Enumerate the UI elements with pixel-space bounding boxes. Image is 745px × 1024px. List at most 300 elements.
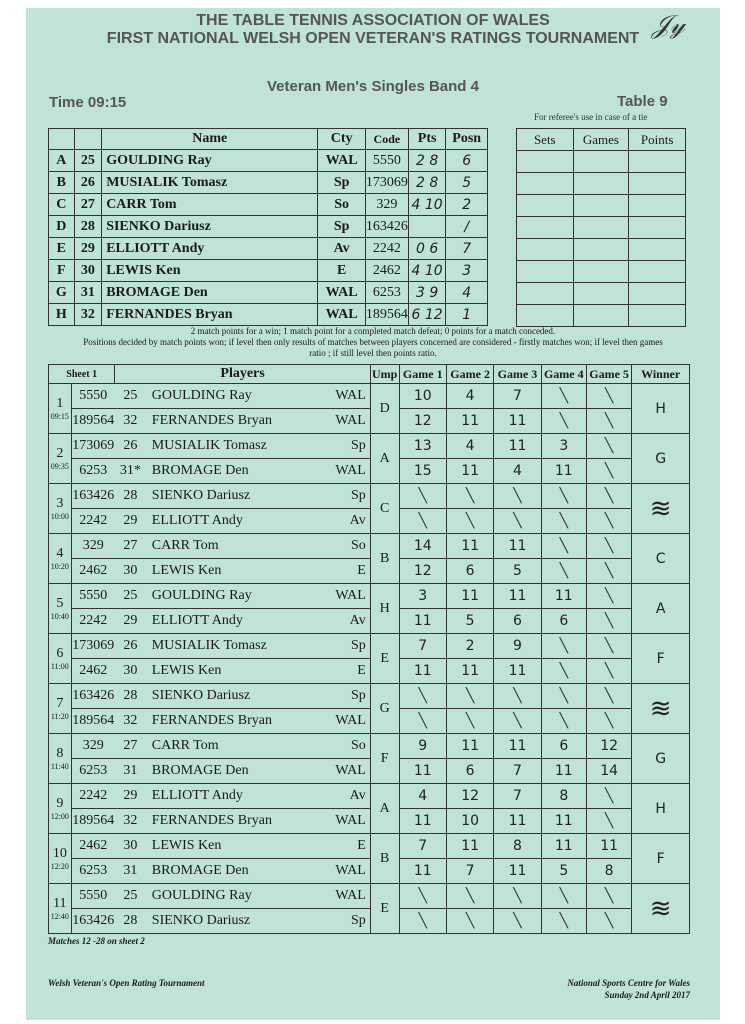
game-score: ╲ bbox=[399, 509, 446, 534]
start-time: Time 09:15 bbox=[49, 94, 127, 111]
referee-row bbox=[517, 217, 686, 239]
game-score: ╲ bbox=[446, 884, 493, 909]
match-player-country: WAL bbox=[321, 859, 370, 884]
match-player-name: FERNANDES Bryan bbox=[146, 709, 321, 734]
game-score: ╲ bbox=[541, 709, 586, 734]
game-score: ╲ bbox=[586, 484, 631, 509]
match-number-cell bbox=[49, 634, 72, 684]
referee-cell bbox=[629, 195, 686, 217]
referee-cell bbox=[573, 217, 629, 239]
player-number: 27 bbox=[74, 194, 102, 216]
referee-cell bbox=[573, 195, 629, 217]
match-player-number: 30 bbox=[115, 834, 146, 859]
match-time: 12:40 bbox=[50, 912, 69, 921]
game-score: ╲ bbox=[494, 709, 541, 734]
table-number: Table 9 bbox=[617, 93, 668, 110]
game-score: 10 bbox=[446, 809, 493, 834]
player-number: 28 bbox=[74, 216, 102, 238]
player-number: 25 bbox=[74, 150, 102, 172]
player-country: Av bbox=[318, 238, 366, 260]
game5-header: Game 5 bbox=[586, 365, 631, 384]
player-points: 4 10 bbox=[408, 194, 445, 216]
match-number-cell bbox=[49, 784, 72, 834]
game-score: 6 bbox=[541, 734, 586, 759]
game-score: 11 bbox=[541, 584, 586, 609]
player-country: WAL bbox=[318, 150, 366, 172]
game-score: ╲ bbox=[586, 709, 631, 734]
game-score: ╲ bbox=[586, 634, 631, 659]
ump-header: Ump bbox=[370, 365, 399, 384]
game-score: ╲ bbox=[586, 684, 631, 709]
match-player-row bbox=[49, 534, 690, 559]
player-points: 2 8 bbox=[408, 172, 445, 194]
player-row bbox=[49, 260, 488, 282]
match-player-name: FERNANDES Bryan bbox=[146, 809, 321, 834]
match-player-country: WAL bbox=[321, 584, 370, 609]
game-score: ╲ bbox=[541, 684, 586, 709]
game-score: ╲ bbox=[399, 884, 446, 909]
player-code: 5550 bbox=[365, 150, 408, 172]
match-player-country: Sp bbox=[321, 484, 370, 509]
sets-header: Sets bbox=[517, 129, 574, 151]
player-code: 173069 bbox=[365, 172, 408, 194]
referee-cell bbox=[517, 305, 574, 327]
match-winner: G bbox=[632, 434, 690, 484]
match-player-name: BROMAGE Den bbox=[146, 459, 321, 484]
referee-cell bbox=[629, 217, 686, 239]
signature-scribble: 𝒥𝓎 bbox=[652, 10, 686, 40]
game-score: ╲ bbox=[586, 659, 631, 684]
match-player-code: 6253 bbox=[71, 459, 115, 484]
match-player-code: 2242 bbox=[71, 609, 115, 634]
game-score: 6 bbox=[446, 559, 493, 584]
game-score: ╲ bbox=[586, 509, 631, 534]
match-player-row bbox=[49, 759, 690, 784]
game-score: ╲ bbox=[399, 484, 446, 509]
game-score: 7 bbox=[494, 384, 541, 409]
player-row bbox=[49, 238, 488, 260]
game-score: 11 bbox=[494, 409, 541, 434]
scoring-note-3: ratio ; if still level then points ratio. bbox=[309, 348, 437, 358]
referee-row bbox=[517, 151, 686, 173]
match-player-name: GOULDING Ray bbox=[146, 584, 321, 609]
match-number: 5 bbox=[56, 596, 64, 611]
referee-row bbox=[517, 173, 686, 195]
game-score: 6 bbox=[494, 609, 541, 634]
match-player-number: 31* bbox=[115, 459, 146, 484]
match-player-country: E bbox=[321, 559, 370, 584]
posn-header: Posn bbox=[446, 129, 488, 150]
player-country: E bbox=[318, 260, 366, 282]
game-score: 5 bbox=[541, 859, 586, 884]
game-score: 3 bbox=[541, 434, 586, 459]
game-score: ╲ bbox=[494, 684, 541, 709]
game-score: 12 bbox=[446, 784, 493, 809]
game-score: ╲ bbox=[541, 559, 586, 584]
referee-cell bbox=[517, 151, 574, 173]
match-winner: ≋ bbox=[632, 884, 690, 934]
match-time: 11:20 bbox=[50, 712, 69, 721]
player-letter: B bbox=[49, 172, 75, 194]
game-score: 15 bbox=[399, 459, 446, 484]
player-code: 329 bbox=[365, 194, 408, 216]
player-row bbox=[49, 172, 488, 194]
match-winner: H bbox=[632, 784, 690, 834]
match-player-name: GOULDING Ray bbox=[146, 384, 321, 409]
game-score: ╲ bbox=[586, 909, 631, 934]
player-letter: H bbox=[49, 304, 75, 326]
match-player-row bbox=[49, 784, 690, 809]
game-score: 6 bbox=[541, 609, 586, 634]
match-player-code: 2462 bbox=[71, 559, 115, 584]
game-score: ╲ bbox=[541, 384, 586, 409]
match-number-cell bbox=[49, 834, 72, 884]
game-score: 9 bbox=[494, 634, 541, 659]
match-winner: A bbox=[632, 584, 690, 634]
player-letter: D bbox=[49, 216, 75, 238]
match-player-country: Av bbox=[321, 784, 370, 809]
match-player-code: 5550 bbox=[71, 384, 115, 409]
game-score: 5 bbox=[494, 559, 541, 584]
match-player-row bbox=[49, 584, 690, 609]
match-time: 11:00 bbox=[50, 662, 69, 671]
match-player-name: CARR Tom bbox=[146, 734, 321, 759]
game-score: ╲ bbox=[494, 509, 541, 534]
games-header: Games bbox=[573, 129, 629, 151]
matches-table bbox=[48, 364, 690, 934]
association-title: THE TABLE TENNIS ASSOCIATION OF WALES bbox=[196, 12, 550, 29]
player-name: SIENKO Dariusz bbox=[102, 216, 318, 238]
referee-row bbox=[517, 195, 686, 217]
referee-cell bbox=[573, 261, 629, 283]
referee-row bbox=[517, 305, 686, 327]
referee-cell bbox=[517, 217, 574, 239]
match-time: 09:35 bbox=[50, 462, 69, 471]
player-code: 189564 bbox=[365, 304, 408, 326]
player-name: CARR Tom bbox=[102, 194, 318, 216]
match-number-cell bbox=[49, 734, 72, 784]
referee-row bbox=[517, 239, 686, 261]
match-player-country: Sp bbox=[321, 634, 370, 659]
game-score: ╲ bbox=[586, 559, 631, 584]
match-player-country: Sp bbox=[321, 684, 370, 709]
player-letter: E bbox=[49, 238, 75, 260]
player-country: WAL bbox=[318, 304, 366, 326]
match-player-row bbox=[49, 634, 690, 659]
match-player-row bbox=[49, 659, 690, 684]
match-number: 8 bbox=[56, 746, 64, 761]
player-country: WAL bbox=[318, 282, 366, 304]
player-name: ELLIOTT Andy bbox=[102, 238, 318, 260]
game-score: 8 bbox=[541, 784, 586, 809]
game-score: ╲ bbox=[586, 884, 631, 909]
match-player-number: 25 bbox=[115, 884, 146, 909]
match-player-row bbox=[49, 559, 690, 584]
match-number: 4 bbox=[56, 546, 64, 561]
referee-header-row bbox=[517, 129, 686, 151]
referee-row bbox=[517, 283, 686, 305]
game-score: 11 bbox=[399, 809, 446, 834]
game-score: ╲ bbox=[586, 809, 631, 834]
game-score: 11 bbox=[494, 434, 541, 459]
match-player-row bbox=[49, 709, 690, 734]
match-player-row bbox=[49, 409, 690, 434]
match-time: 12:00 bbox=[50, 812, 69, 821]
match-winner: ≋ bbox=[632, 484, 690, 534]
game-score: ╲ bbox=[541, 634, 586, 659]
match-player-code: 2462 bbox=[71, 659, 115, 684]
match-umpire: F bbox=[370, 734, 399, 784]
player-code: 6253 bbox=[365, 282, 408, 304]
match-umpire: E bbox=[370, 634, 399, 684]
match-player-name: CARR Tom bbox=[146, 534, 321, 559]
match-player-row bbox=[49, 809, 690, 834]
match-player-row bbox=[49, 609, 690, 634]
player-points: 6 12 bbox=[408, 304, 445, 326]
game-score: 11 bbox=[541, 834, 586, 859]
player-row bbox=[49, 282, 488, 304]
matches-header-row bbox=[49, 365, 690, 384]
player-points bbox=[408, 216, 445, 238]
game-score: 10 bbox=[399, 384, 446, 409]
player-letter: G bbox=[49, 282, 75, 304]
match-umpire: C bbox=[370, 484, 399, 534]
player-row bbox=[49, 194, 488, 216]
match-player-row bbox=[49, 834, 690, 859]
player-position: 4 bbox=[446, 282, 488, 304]
match-umpire: D bbox=[370, 384, 399, 434]
match-player-code: 173069 bbox=[71, 434, 115, 459]
game-score: ╲ bbox=[399, 909, 446, 934]
name-header: Name bbox=[102, 129, 318, 150]
score-sheet bbox=[26, 8, 720, 1020]
game-score: 11 bbox=[446, 534, 493, 559]
referee-cell bbox=[629, 151, 686, 173]
referee-cell bbox=[517, 195, 574, 217]
player-code: 2462 bbox=[365, 260, 408, 282]
player-name: MUSIALIK Tomasz bbox=[102, 172, 318, 194]
players-table bbox=[48, 128, 488, 326]
game-score: ╲ bbox=[586, 459, 631, 484]
game-score: 4 bbox=[494, 459, 541, 484]
game-score: ╲ bbox=[586, 784, 631, 809]
game-score: 12 bbox=[399, 559, 446, 584]
player-number: 26 bbox=[74, 172, 102, 194]
game-score: 7 bbox=[494, 784, 541, 809]
match-player-name: ELLIOTT Andy bbox=[146, 509, 321, 534]
match-number-cell bbox=[49, 434, 72, 484]
match-player-country: E bbox=[321, 834, 370, 859]
referee-cell bbox=[517, 261, 574, 283]
players-header-row bbox=[49, 129, 488, 150]
player-letter: F bbox=[49, 260, 75, 282]
player-points: 2 8 bbox=[408, 150, 445, 172]
player-country: Sp bbox=[318, 172, 366, 194]
game-score: 4 bbox=[446, 384, 493, 409]
match-umpire: A bbox=[370, 784, 399, 834]
tournament-title: FIRST NATIONAL WELSH OPEN VETERAN'S RATINGS TOURNAMENT bbox=[106, 30, 640, 47]
game-score: 11 bbox=[494, 584, 541, 609]
referee-cell bbox=[517, 239, 574, 261]
match-time: 10:20 bbox=[50, 562, 69, 571]
match-number: 10 bbox=[52, 846, 67, 861]
footer-date: Sunday 2nd April 2017 bbox=[604, 990, 690, 1000]
player-number: 32 bbox=[74, 304, 102, 326]
match-player-code: 189564 bbox=[71, 809, 115, 834]
player-number: 30 bbox=[74, 260, 102, 282]
game-score: 11 bbox=[494, 734, 541, 759]
player-name: BROMAGE Den bbox=[102, 282, 318, 304]
match-player-name: ELLIOTT Andy bbox=[146, 784, 321, 809]
game1-header: Game 1 bbox=[399, 365, 446, 384]
match-player-code: 6253 bbox=[71, 859, 115, 884]
game-score: ╲ bbox=[446, 684, 493, 709]
match-player-row bbox=[49, 734, 690, 759]
player-points: 0 6 bbox=[408, 238, 445, 260]
match-player-number: 32 bbox=[115, 809, 146, 834]
match-player-country: WAL bbox=[321, 809, 370, 834]
match-time: 11:40 bbox=[50, 762, 69, 771]
game-score: ╲ bbox=[399, 709, 446, 734]
match-number: 6 bbox=[56, 646, 64, 661]
player-position: 7 bbox=[446, 238, 488, 260]
match-player-code: 5550 bbox=[71, 584, 115, 609]
game-score: 11 bbox=[494, 659, 541, 684]
match-player-number: 26 bbox=[115, 634, 146, 659]
match-player-name: SIENKO Dariusz bbox=[146, 484, 321, 509]
referee-cell bbox=[629, 173, 686, 195]
match-player-number: 29 bbox=[115, 784, 146, 809]
event-title: Veteran Men's Singles Band 4 bbox=[267, 78, 479, 95]
match-player-code: 163426 bbox=[71, 684, 115, 709]
match-player-country: Av bbox=[321, 609, 370, 634]
referee-cell bbox=[573, 151, 629, 173]
match-player-country: E bbox=[321, 659, 370, 684]
game-score: ╲ bbox=[586, 434, 631, 459]
match-player-row bbox=[49, 384, 690, 409]
match-player-row bbox=[49, 684, 690, 709]
player-code: 2242 bbox=[365, 238, 408, 260]
game-score: 11 bbox=[446, 584, 493, 609]
match-player-number: 30 bbox=[115, 559, 146, 584]
game-score: ╲ bbox=[541, 659, 586, 684]
match-player-number: 31 bbox=[115, 759, 146, 784]
match-number-cell bbox=[49, 384, 72, 434]
match-player-country: WAL bbox=[321, 884, 370, 909]
game-score: 4 bbox=[446, 434, 493, 459]
match-player-code: 5550 bbox=[71, 884, 115, 909]
player-country: Sp bbox=[318, 216, 366, 238]
match-number: 1 bbox=[56, 396, 64, 411]
game-score: 11 bbox=[494, 809, 541, 834]
match-player-code: 173069 bbox=[71, 634, 115, 659]
match-player-name: ELLIOTT Andy bbox=[146, 609, 321, 634]
match-number-cell bbox=[49, 884, 72, 934]
game-score: 11 bbox=[586, 834, 631, 859]
match-player-row bbox=[49, 909, 690, 934]
match-player-code: 163426 bbox=[71, 484, 115, 509]
match-player-country: WAL bbox=[321, 459, 370, 484]
game2-header: Game 2 bbox=[446, 365, 493, 384]
player-row bbox=[49, 216, 488, 238]
match-player-number: 31 bbox=[115, 859, 146, 884]
match-player-country: WAL bbox=[321, 709, 370, 734]
game-score: 7 bbox=[494, 759, 541, 784]
cty-header: Cty bbox=[318, 129, 366, 150]
game-score: ╲ bbox=[494, 884, 541, 909]
match-umpire: B bbox=[370, 834, 399, 884]
match-player-code: 2462 bbox=[71, 834, 115, 859]
player-name: GOULDING Ray bbox=[102, 150, 318, 172]
match-number: 9 bbox=[56, 796, 64, 811]
match-player-country: Av bbox=[321, 509, 370, 534]
referee-cell bbox=[573, 239, 629, 261]
game-score: 11 bbox=[446, 409, 493, 434]
match-player-number: 25 bbox=[115, 584, 146, 609]
points-header: Points bbox=[629, 129, 686, 151]
match-player-name: MUSIALIK Tomasz bbox=[146, 434, 321, 459]
player-position: 1 bbox=[446, 304, 488, 326]
game-score: 7 bbox=[446, 859, 493, 884]
referee-cell bbox=[629, 305, 686, 327]
game-score: ╲ bbox=[586, 409, 631, 434]
match-player-number: 30 bbox=[115, 659, 146, 684]
match-player-country: WAL bbox=[321, 384, 370, 409]
game-score: 11 bbox=[446, 459, 493, 484]
game-score: 11 bbox=[541, 809, 586, 834]
game-score: 6 bbox=[446, 759, 493, 784]
game-score: ╲ bbox=[446, 484, 493, 509]
game-score: 12 bbox=[399, 409, 446, 434]
game-score: 11 bbox=[399, 609, 446, 634]
match-umpire: G bbox=[370, 684, 399, 734]
sheet-header: Sheet 1 bbox=[49, 365, 115, 384]
match-player-code: 163426 bbox=[71, 909, 115, 934]
scoring-note-1: 2 match points for a win; 1 match point for a completed match defeat; 0 points for a match conceded. bbox=[190, 326, 556, 336]
referee-cell bbox=[573, 173, 629, 195]
game-score: 3 bbox=[399, 584, 446, 609]
match-umpire: E bbox=[370, 884, 399, 934]
game-score: ╲ bbox=[541, 884, 586, 909]
game-score: 11 bbox=[399, 859, 446, 884]
game-score: ╲ bbox=[541, 409, 586, 434]
game-score: 11 bbox=[541, 459, 586, 484]
code-header: Code bbox=[365, 129, 408, 150]
match-player-country: Sp bbox=[321, 909, 370, 934]
game-score: ╲ bbox=[586, 384, 631, 409]
match-player-number: 28 bbox=[115, 484, 146, 509]
match-winner: ≋ bbox=[632, 684, 690, 734]
match-umpire: A bbox=[370, 434, 399, 484]
match-player-row bbox=[49, 484, 690, 509]
pts-header: Pts bbox=[408, 129, 445, 150]
game-score: 14 bbox=[399, 534, 446, 559]
game-score: 11 bbox=[399, 759, 446, 784]
match-number: 3 bbox=[56, 496, 64, 511]
referee-note: For referee's use in case of a tie bbox=[534, 112, 648, 122]
match-player-country: Sp bbox=[321, 434, 370, 459]
game-score: 13 bbox=[399, 434, 446, 459]
referee-cell bbox=[573, 283, 629, 305]
player-country: So bbox=[318, 194, 366, 216]
game-score: ╲ bbox=[586, 534, 631, 559]
match-player-row bbox=[49, 509, 690, 534]
footer-left: Welsh Veteran's Open Rating Tournament bbox=[48, 978, 205, 988]
game-score: 8 bbox=[494, 834, 541, 859]
match-player-name: MUSIALIK Tomasz bbox=[146, 634, 321, 659]
game-score: 7 bbox=[399, 634, 446, 659]
player-name: FERNANDES Bryan bbox=[102, 304, 318, 326]
